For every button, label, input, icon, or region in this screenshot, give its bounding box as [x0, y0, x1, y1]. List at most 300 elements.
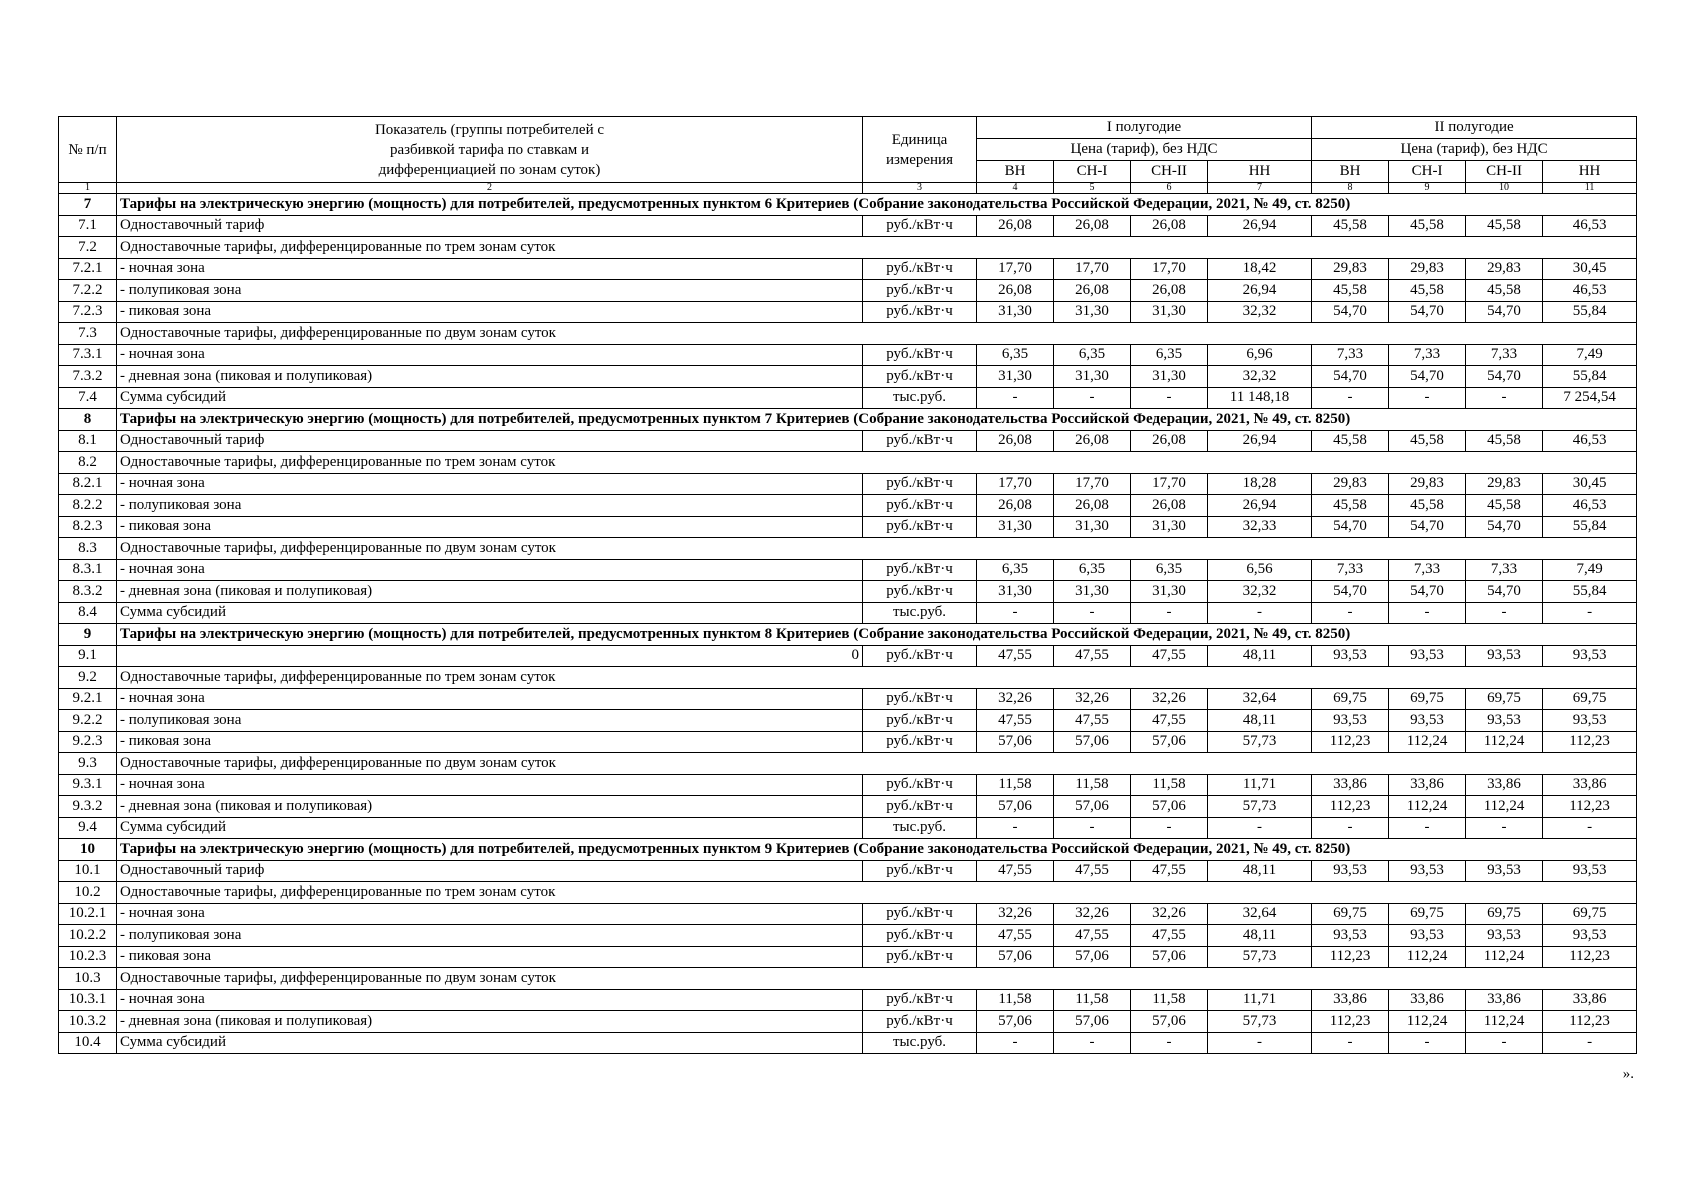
tariff-value: 57,06: [1054, 796, 1131, 818]
row-unit: руб./кВт·ч: [863, 946, 977, 968]
tariff-value: 93,53: [1543, 925, 1637, 947]
subsection-row: [59, 538, 1637, 560]
tariff-value: 6,35: [1131, 559, 1208, 581]
tariff-value: 33,86: [1466, 989, 1543, 1011]
row-name: - пиковая зона: [117, 516, 863, 538]
tariff-value: 7,33: [1466, 344, 1543, 366]
row-number: 8.1: [59, 430, 117, 452]
tariff-value: 69,75: [1389, 688, 1466, 710]
table-row: [59, 258, 1637, 280]
tariff-value: 112,23: [1543, 1011, 1637, 1033]
tariff-value: 47,55: [1131, 710, 1208, 732]
tariff-value: 54,70: [1466, 516, 1543, 538]
row-name: Одноставочный тариф: [117, 860, 863, 882]
tariff-value: 48,11: [1208, 645, 1312, 667]
table-body: [59, 194, 1637, 1054]
row-name: - ночная зона: [117, 903, 863, 925]
tariff-value: 26,08: [1131, 280, 1208, 302]
row-unit: руб./кВт·ч: [863, 516, 977, 538]
tariff-value: 32,26: [1054, 903, 1131, 925]
tariff-value: 54,70: [1466, 301, 1543, 323]
tariff-value: 26,08: [977, 495, 1054, 517]
tariff-value: 32,26: [1131, 903, 1208, 925]
tariff-value: 26,08: [1054, 280, 1131, 302]
tariff-value: -: [1208, 817, 1312, 839]
tariff-value: 93,53: [1389, 710, 1466, 732]
tariff-value: 47,55: [1054, 860, 1131, 882]
tariff-value: 31,30: [1054, 366, 1131, 388]
tariff-value: 17,70: [1131, 258, 1208, 280]
tariff-value: 6,56: [1208, 559, 1312, 581]
table-row: [59, 215, 1637, 237]
tariff-value: 33,86: [1543, 774, 1637, 796]
tariff-value: -: [1131, 817, 1208, 839]
section-title: Тарифы на электрическую энергию (мощность) для потребителей, предусмотренных пунктом 8 Критериев (Собрание законодательства Российской Федерации, 2021, № 49, ст. 8250): [117, 624, 1637, 646]
tariff-value: 93,53: [1466, 645, 1543, 667]
tariff-value: 48,11: [1208, 860, 1312, 882]
tariff-value: 47,55: [977, 925, 1054, 947]
header-price-1: Цена (тариф), без НДС: [977, 139, 1312, 161]
table-row: [59, 559, 1637, 581]
tariff-value: 57,06: [1054, 946, 1131, 968]
table-row: [59, 387, 1637, 409]
row-name: - полупиковая зона: [117, 280, 863, 302]
row-name: Сумма субсидий: [117, 817, 863, 839]
table-row: [59, 602, 1637, 624]
tariff-value: 26,08: [977, 215, 1054, 237]
tariff-value: -: [1466, 1032, 1543, 1054]
tariff-value: -: [1389, 387, 1466, 409]
tariff-value: 7,49: [1543, 559, 1637, 581]
tariff-value: 11,58: [1131, 989, 1208, 1011]
tariff-value: 93,53: [1312, 860, 1389, 882]
tariff-value: 32,26: [977, 688, 1054, 710]
column-number: 3: [863, 183, 977, 194]
row-unit: руб./кВт·ч: [863, 581, 977, 603]
tariff-value: 112,24: [1389, 731, 1466, 753]
tariff-value: 54,70: [1389, 516, 1466, 538]
section-row: [59, 409, 1637, 431]
tariff-value: -: [977, 1032, 1054, 1054]
tariff-value: 7,33: [1389, 344, 1466, 366]
tariff-value: 32,32: [1208, 366, 1312, 388]
tariff-value: 45,58: [1389, 215, 1466, 237]
column-number: 1: [59, 183, 117, 194]
tariff-value: 26,08: [977, 280, 1054, 302]
row-unit: тыс.руб.: [863, 387, 977, 409]
row-number: 9.2: [59, 667, 117, 689]
row-number: 10.3: [59, 968, 117, 990]
table-row: [59, 903, 1637, 925]
tariff-value: 57,06: [1131, 731, 1208, 753]
table-row: [59, 989, 1637, 1011]
row-name: Одноставочные тарифы, дифференцированные по трем зонам суток: [117, 452, 1637, 474]
tariff-value: 48,11: [1208, 925, 1312, 947]
row-number: 9.1: [59, 645, 117, 667]
row-number: 8.3.1: [59, 559, 117, 581]
tariff-value: 6,35: [1054, 559, 1131, 581]
row-name: 0: [117, 645, 863, 667]
tariff-value: 69,75: [1543, 903, 1637, 925]
row-unit: руб./кВт·ч: [863, 344, 977, 366]
tariff-value: 7,33: [1466, 559, 1543, 581]
row-number: 8.2.2: [59, 495, 117, 517]
tariff-value: 112,23: [1312, 946, 1389, 968]
tariff-value: 112,24: [1389, 946, 1466, 968]
row-unit: руб./кВт·ч: [863, 1011, 977, 1033]
table-row: [59, 860, 1637, 882]
tariff-value: 57,06: [1054, 1011, 1131, 1033]
row-number: 9: [59, 624, 117, 646]
tariff-value: 46,53: [1543, 495, 1637, 517]
tariff-value: 47,55: [1054, 710, 1131, 732]
tariff-value: 54,70: [1389, 301, 1466, 323]
column-number: 11: [1543, 183, 1637, 194]
row-number: 9.3.1: [59, 774, 117, 796]
row-number: 10.4: [59, 1032, 117, 1054]
tariff-value: 45,58: [1389, 280, 1466, 302]
row-number: 9.3: [59, 753, 117, 775]
row-unit: руб./кВт·ч: [863, 495, 977, 517]
tariff-value: 45,58: [1312, 215, 1389, 237]
row-number: 10.2.2: [59, 925, 117, 947]
tariff-value: 32,32: [1208, 301, 1312, 323]
row-number: 7: [59, 194, 117, 216]
row-name: - дневная зона (пиковая и полупиковая): [117, 366, 863, 388]
tariff-value: 69,75: [1312, 903, 1389, 925]
row-unit: руб./кВт·ч: [863, 301, 977, 323]
tariff-value: 54,70: [1312, 516, 1389, 538]
tariff-value: 57,06: [977, 796, 1054, 818]
header-level: СН-I: [1054, 161, 1131, 183]
tariff-value: 55,84: [1543, 366, 1637, 388]
tariff-value: 112,24: [1389, 1011, 1466, 1033]
tariff-value: 69,75: [1543, 688, 1637, 710]
tariff-value: 7,33: [1312, 559, 1389, 581]
row-number: 8: [59, 409, 117, 431]
row-number: 8.2: [59, 452, 117, 474]
tariff-value: 45,58: [1312, 280, 1389, 302]
row-number: 7.2.2: [59, 280, 117, 302]
tariff-value: -: [1389, 1032, 1466, 1054]
tariff-value: 26,94: [1208, 280, 1312, 302]
row-unit: руб./кВт·ч: [863, 925, 977, 947]
tariff-value: 93,53: [1466, 860, 1543, 882]
row-number: 8.3.2: [59, 581, 117, 603]
tariff-value: 45,58: [1466, 495, 1543, 517]
table-row: [59, 731, 1637, 753]
tariff-value: 57,73: [1208, 1011, 1312, 1033]
tariff-value: 29,83: [1312, 473, 1389, 495]
tariff-value: 93,53: [1466, 925, 1543, 947]
tariff-value: 33,86: [1312, 989, 1389, 1011]
row-name: Сумма субсидий: [117, 602, 863, 624]
row-number: 7.2: [59, 237, 117, 259]
table-row: [59, 430, 1637, 452]
header-no: № п/п: [59, 117, 117, 183]
tariff-value: -: [977, 817, 1054, 839]
tariff-value: 54,70: [1312, 581, 1389, 603]
tariff-value: 31,30: [1131, 366, 1208, 388]
header-level: НН: [1208, 161, 1312, 183]
tariff-value: 54,70: [1466, 366, 1543, 388]
tariff-value: 57,06: [1131, 1011, 1208, 1033]
tariff-value: 47,55: [1054, 645, 1131, 667]
table-row: [59, 796, 1637, 818]
column-number: 5: [1054, 183, 1131, 194]
tariff-value: 112,24: [1466, 1011, 1543, 1033]
subsection-row: [59, 452, 1637, 474]
tariff-value: 57,06: [1054, 731, 1131, 753]
tariff-value: 93,53: [1312, 710, 1389, 732]
tariff-value: 31,30: [977, 581, 1054, 603]
row-unit: руб./кВт·ч: [863, 903, 977, 925]
tariff-value: -: [1543, 1032, 1637, 1054]
tariff-value: 112,23: [1312, 731, 1389, 753]
header-half-2: II полугодие: [1312, 117, 1637, 139]
tariff-value: 11 148,18: [1208, 387, 1312, 409]
tariff-value: 33,86: [1543, 989, 1637, 1011]
tariff-value: 93,53: [1312, 925, 1389, 947]
row-name: - дневная зона (пиковая и полупиковая): [117, 581, 863, 603]
row-number: 7.4: [59, 387, 117, 409]
section-title: Тарифы на электрическую энергию (мощность) для потребителей, предусмотренных пунктом 7 Критериев (Собрание законодательства Российской Федерации, 2021, № 49, ст. 8250): [117, 409, 1637, 431]
tariff-value: 33,86: [1389, 774, 1466, 796]
tariff-value: 32,26: [1054, 688, 1131, 710]
column-number: 6: [1131, 183, 1208, 194]
tariff-value: 32,33: [1208, 516, 1312, 538]
row-number: 10.3.1: [59, 989, 117, 1011]
tariff-value: 57,06: [1131, 796, 1208, 818]
tariff-value: 47,55: [1054, 925, 1131, 947]
tariff-value: 47,55: [1131, 860, 1208, 882]
header-level: НН: [1543, 161, 1637, 183]
header-level: СН-II: [1466, 161, 1543, 183]
table-row: [59, 581, 1637, 603]
row-name: - ночная зона: [117, 258, 863, 280]
column-number: 9: [1389, 183, 1466, 194]
header-level: СН-I: [1389, 161, 1466, 183]
tariff-value: 6,35: [1054, 344, 1131, 366]
row-number: 8.2.3: [59, 516, 117, 538]
row-number: 8.2.1: [59, 473, 117, 495]
section-row: [59, 194, 1637, 216]
tariff-value: 31,30: [1054, 516, 1131, 538]
tariff-value: 26,08: [1131, 495, 1208, 517]
tariff-value: 17,70: [1054, 473, 1131, 495]
row-unit: руб./кВт·ч: [863, 688, 977, 710]
header-unit: Единица измерения: [863, 117, 977, 183]
tariff-value: 112,24: [1466, 796, 1543, 818]
tariff-value: 26,08: [1054, 430, 1131, 452]
tariff-value: -: [1312, 817, 1389, 839]
tariff-value: 6,35: [1131, 344, 1208, 366]
tariff-value: 46,53: [1543, 280, 1637, 302]
row-name: - ночная зона: [117, 989, 863, 1011]
tariff-value: 6,35: [977, 344, 1054, 366]
tariff-value: 55,84: [1543, 581, 1637, 603]
tariff-value: 69,75: [1466, 688, 1543, 710]
row-unit: руб./кВт·ч: [863, 731, 977, 753]
tariff-value: 47,55: [1131, 645, 1208, 667]
header-level: СН-II: [1131, 161, 1208, 183]
tariff-value: 93,53: [1543, 860, 1637, 882]
row-unit: руб./кВт·ч: [863, 645, 977, 667]
row-name: - пиковая зона: [117, 301, 863, 323]
tariff-value: 31,30: [1054, 581, 1131, 603]
row-name: Одноставочные тарифы, дифференцированные по трем зонам суток: [117, 237, 1637, 259]
column-numbers-row: [59, 183, 1637, 194]
tariff-value: 112,24: [1389, 796, 1466, 818]
tariff-value: 57,73: [1208, 946, 1312, 968]
tariff-value: 11,58: [1054, 989, 1131, 1011]
tariff-value: 17,70: [1054, 258, 1131, 280]
header-indicator: Показатель (группы потребителей с разбивкой тарифа по ставкам и дифференциацией по зонам суток): [117, 117, 863, 183]
tariff-value: -: [1131, 387, 1208, 409]
row-unit: руб./кВт·ч: [863, 258, 977, 280]
tariff-value: -: [1208, 602, 1312, 624]
tariff-value: 45,58: [1312, 495, 1389, 517]
subsection-row: [59, 323, 1637, 345]
tariff-value: 32,26: [1131, 688, 1208, 710]
tariff-value: 57,06: [977, 1011, 1054, 1033]
row-number: 8.3: [59, 538, 117, 560]
column-number: 2: [117, 183, 863, 194]
tariff-value: 93,53: [1466, 710, 1543, 732]
row-unit: руб./кВт·ч: [863, 559, 977, 581]
tariff-value: 7,49: [1543, 344, 1637, 366]
tariff-value: 45,58: [1466, 430, 1543, 452]
tariff-value: 31,30: [1131, 301, 1208, 323]
column-number: 10: [1466, 183, 1543, 194]
tariff-value: -: [1466, 817, 1543, 839]
table-row: [59, 645, 1637, 667]
table-row: [59, 280, 1637, 302]
tariff-value: -: [1054, 1032, 1131, 1054]
row-name: - ночная зона: [117, 559, 863, 581]
tariff-value: -: [1054, 817, 1131, 839]
tariff-value: 55,84: [1543, 301, 1637, 323]
tariff-value: 112,23: [1543, 946, 1637, 968]
row-unit: руб./кВт·ч: [863, 280, 977, 302]
tariff-value: 32,32: [1208, 581, 1312, 603]
tariff-value: 32,64: [1208, 688, 1312, 710]
row-unit: тыс.руб.: [863, 602, 977, 624]
tariff-value: 45,58: [1312, 430, 1389, 452]
header-level: ВН: [977, 161, 1054, 183]
row-number: 9.2.1: [59, 688, 117, 710]
tariff-value: 11,58: [977, 774, 1054, 796]
row-number: 7.3: [59, 323, 117, 345]
section-row: [59, 624, 1637, 646]
tariff-value: 45,58: [1466, 215, 1543, 237]
tariff-value: 93,53: [1312, 645, 1389, 667]
tariff-value: 47,55: [977, 860, 1054, 882]
tariff-value: 57,06: [977, 731, 1054, 753]
tariff-value: -: [1208, 1032, 1312, 1054]
tariff-value: 26,08: [1131, 430, 1208, 452]
row-unit: руб./кВт·ч: [863, 473, 977, 495]
row-unit: тыс.руб.: [863, 817, 977, 839]
subsection-row: [59, 667, 1637, 689]
row-name: Одноставочный тариф: [117, 430, 863, 452]
table-row: [59, 473, 1637, 495]
tariff-value: 18,42: [1208, 258, 1312, 280]
table-row: [59, 516, 1637, 538]
tariff-value: 93,53: [1389, 645, 1466, 667]
tariff-value: -: [1054, 602, 1131, 624]
row-name: Одноставочные тарифы, дифференцированные по двум зонам суток: [117, 968, 1637, 990]
tariff-value: 30,45: [1543, 258, 1637, 280]
row-name: - пиковая зона: [117, 731, 863, 753]
row-name: - пиковая зона: [117, 946, 863, 968]
tariff-value: 7,33: [1312, 344, 1389, 366]
tariff-value: 32,64: [1208, 903, 1312, 925]
row-number: 7.3.2: [59, 366, 117, 388]
tariff-value: 7 254,54: [1543, 387, 1637, 409]
tariff-value: 47,55: [1131, 925, 1208, 947]
row-name: - ночная зона: [117, 688, 863, 710]
row-number: 10: [59, 839, 117, 861]
tariff-value: 112,23: [1543, 731, 1637, 753]
subsection-row: [59, 237, 1637, 259]
table-row: [59, 495, 1637, 517]
row-name: - ночная зона: [117, 774, 863, 796]
tariff-value: 33,86: [1466, 774, 1543, 796]
row-unit: руб./кВт·ч: [863, 215, 977, 237]
row-number: 7.1: [59, 215, 117, 237]
row-name: - ночная зона: [117, 473, 863, 495]
row-number: 9.4: [59, 817, 117, 839]
table-row: [59, 946, 1637, 968]
section-row: [59, 839, 1637, 861]
tariff-value: 31,30: [1131, 516, 1208, 538]
tariff-value: -: [1054, 387, 1131, 409]
subsection-row: [59, 882, 1637, 904]
row-number: 8.4: [59, 602, 117, 624]
row-unit: руб./кВт·ч: [863, 366, 977, 388]
column-number: 4: [977, 183, 1054, 194]
tariff-value: 112,24: [1466, 731, 1543, 753]
tariff-value: 17,70: [977, 258, 1054, 280]
row-number: 10.2.3: [59, 946, 117, 968]
row-unit: руб./кВт·ч: [863, 710, 977, 732]
tariff-value: 112,23: [1312, 1011, 1389, 1033]
tariff-value: 93,53: [1543, 710, 1637, 732]
tariff-value: 31,30: [977, 366, 1054, 388]
tariff-value: 47,55: [977, 645, 1054, 667]
row-unit: руб./кВт·ч: [863, 860, 977, 882]
row-name: Сумма субсидий: [117, 387, 863, 409]
tariff-value: 93,53: [1389, 860, 1466, 882]
tariff-value: -: [1131, 1032, 1208, 1054]
tariff-value: 47,55: [977, 710, 1054, 732]
row-unit: руб./кВт·ч: [863, 430, 977, 452]
table-row: [59, 688, 1637, 710]
table-row: [59, 366, 1637, 388]
tariff-value: 31,30: [1054, 301, 1131, 323]
row-name: Одноставочные тарифы, дифференцированные по двум зонам суток: [117, 538, 1637, 560]
tariff-value: 29,83: [1389, 473, 1466, 495]
tariff-value: 26,94: [1208, 215, 1312, 237]
tariff-value: 48,11: [1208, 710, 1312, 732]
row-name: Одноставочный тариф: [117, 215, 863, 237]
tariff-value: -: [1466, 387, 1543, 409]
tariff-value: 33,86: [1389, 989, 1466, 1011]
tariff-value: 30,45: [1543, 473, 1637, 495]
tariff-value: 54,70: [1466, 581, 1543, 603]
tariff-value: 18,28: [1208, 473, 1312, 495]
